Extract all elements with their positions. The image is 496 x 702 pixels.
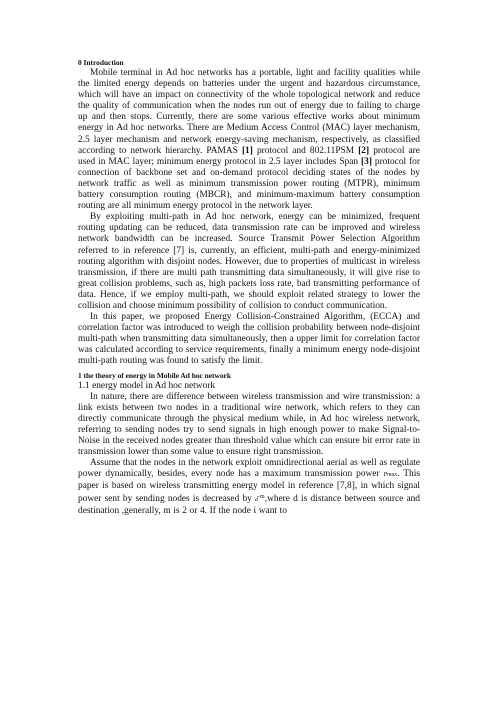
paragraph-5-text-c: ,where d is distance between source and destination ,generally, m is 2 or 4. If the node i want to — [78, 494, 420, 517]
citation-1: [1] — [241, 145, 253, 156]
paragraph-5 — [78, 458, 420, 517]
pmax-symbol: Pmax — [383, 472, 398, 479]
paragraph-3: In this paper, we proposed Energy Collision-Constrained Algorithm, (ECCA) and correlation factor was introduced to weigh the collision probability between node-disjoint multi-path when transmitting data simultaneously, then a upper limit for correlation factor was calculated according to service requirements, finally a minimum energy node-disjoint multi-path routing was found to satisfy the limit. — [78, 312, 420, 367]
citation-2: [2] — [358, 145, 370, 156]
paragraph-1-text: Mobile terminal in Ad hoc networks has a portable, light and facility qualities while the limited energy depends on batteries under the urgent and hazardous circumstance, which will have an impact on connectivity of the whole topological network and reduce the quality of communication when the nodes run out of energy due to failing to charge up and then stops. Currently, there are some various effective works about minimum energy in Ad hoc networks. There are Medium Access Control (MAC) layer mechanism, 2.5 layer mechanism and network energy-saving mechanism, respectively, as classified according to network hierarchy. PAMAS — [78, 68, 420, 156]
paragraph-1-text-d: protocol for connection of backbone set and on-demand protocol deciding states of the nodes by network traffic as well as minimum transmission power routing (MTPR), minimum battery consumption routing (MBCR), and minimum-maximum battery consumption routing are all minimum energy protocol in the network layer. — [78, 156, 420, 212]
decay-symbol: d — [255, 497, 259, 504]
paper-body — [78, 58, 420, 518]
paragraph-1-text-b: protocol and 802.11PSM — [256, 145, 355, 156]
paragraph-5-text-b: . This paper is based on wireless transmitting energy model in reference [7,8], in which signal power sent by sending nodes is decreased by — [78, 469, 420, 505]
citation-3: [3] — [361, 156, 372, 167]
paragraph-1 — [78, 68, 420, 212]
paragraph-1-text-c: protocol are used in MAC layer; minimum energy protocol in 2.5 layer includes Span — [78, 145, 420, 167]
section-heading-introduction: 0 Introduction — [78, 58, 124, 67]
paragraph-2: By exploiting multi-path in Ad hoc network, energy can be minimized, frequent routing updating can be reduced, data transmission rate can be improved and wireless network bandwidth can be increased. Source Transmit Power Selection Algorithm referred to in reference [7] is, currently, an efficient, multi-path and energy-minimized routing algorithm with disjoint nodes. However, due to properties of multicast in wireless transmission, if there are multi path transmitting data simultaneously, it will give rise to great collision problems, such as, high packets loss rate, bad transmitting performance of data. Hence, if we employ multi-path, we should exploit related strategy to lower the collision and choose minimum possibility of collision to conduct communication. — [78, 212, 420, 311]
subsection-heading-energy-model: 1.1 energy model in Ad hoc network — [78, 380, 216, 391]
section-heading-theory: 1 the theory of energy in Mobile Ad hoc network — [78, 370, 231, 380]
paragraph-4: In nature, there are difference between wireless transmission and wire transmission: a link exists between two nodes in a traditional wire network, which refers to they can directly communicate through the physical medium while, in Ad hoc wireless network, referring to sending nodes try to send signals in high enough power to make Signal-to-Noise in the received nodes greater than threshold value which can ensure bit error rate in transmission lower than some value to ensure right transmission. — [78, 391, 420, 457]
decay-exponent: -m — [258, 494, 265, 501]
paragraph-5-text-a: Assume that the nodes in the network exploit omnidirectional aerial as well as regulate power dynamically, besides, every node has a maximum transmission power — [78, 458, 420, 480]
